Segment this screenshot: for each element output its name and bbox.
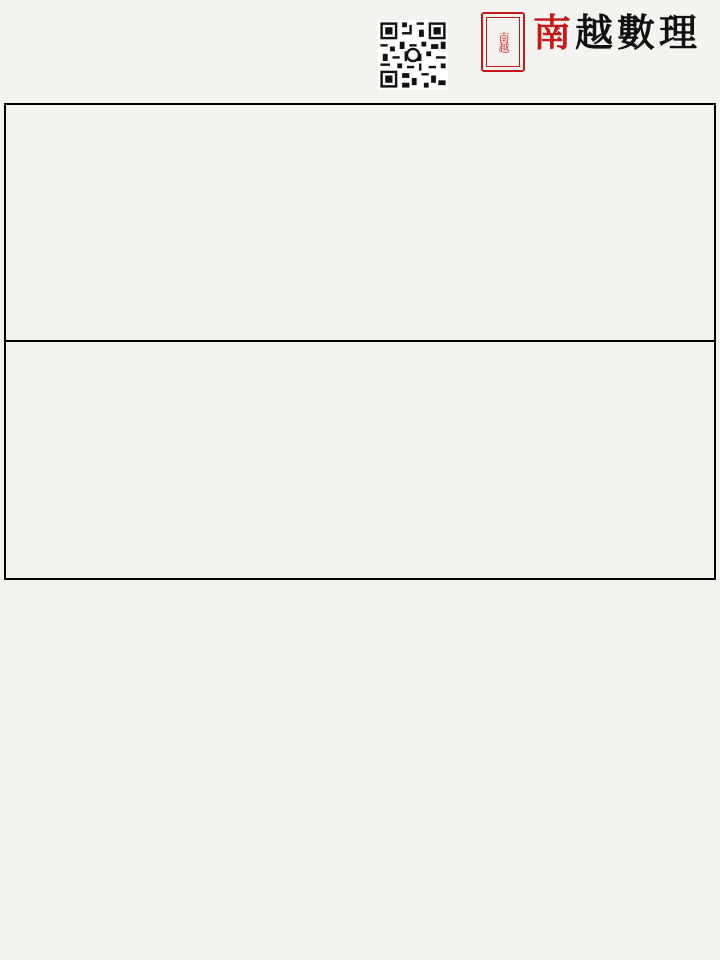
header xyxy=(0,0,720,100)
dai-van-panel xyxy=(4,342,716,580)
owner-line xyxy=(12,10,16,27)
gender-line xyxy=(12,30,16,47)
four-pillars-panel xyxy=(4,103,716,342)
brand-logo: 南越數理 xyxy=(533,10,702,55)
qr-code-icon xyxy=(378,20,448,90)
red-seal-stamp: 南越 xyxy=(481,12,525,72)
